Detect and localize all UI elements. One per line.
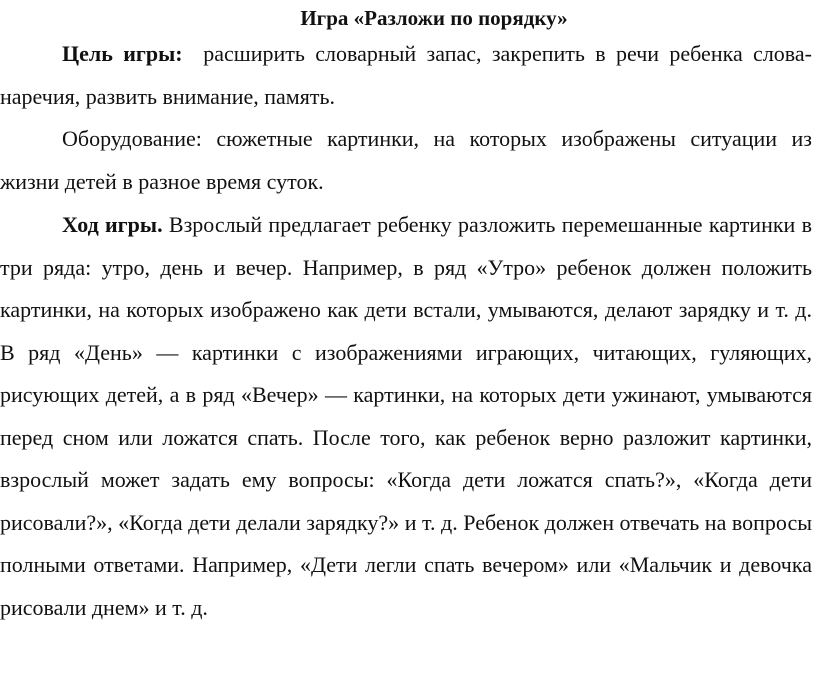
goal-label: Цель игры: <box>62 41 183 66</box>
procedure-label: Ход игры. <box>62 212 163 237</box>
goal-paragraph <box>0 33 812 118</box>
equipment-text: Оборудование: сюжетные картинки, на которых изображены ситуации из жизни детей в разное время суток. <box>0 126 812 194</box>
procedure-paragraph <box>0 204 812 629</box>
procedure-text: Взрослый предлагает ребенку разложить перемешанные картинки в три ряда: утро, день и вечер. Например, в ряд «Утро» ребенок должен положить картинки, на которых изображено как дети встали, умываются, делают зарядку и т. д. В ряд «День» — картинки с изображениями играющих, читающих, гуляющих, рисующих детей, а в ряд «Вечер» — картинки, на которых дети ужинают, умываются перед сном или ложатся спать. После того, как ребенок верно разложит картинки, взрослый может задать ему вопросы: «Когда дети ложатся спать?», «Когда дети рисовали?», «Когда дети делали зарядку?» и т. д. Ребенок должен отвечать на вопросы полными ответами. Например, «Дети легли спать вечером» или «Мальчик и девочка рисовали днем» и т. д. <box>0 212 813 620</box>
goal-text: расширить словарный запас, закрепить в речи ребенка слова-наречия, развить внимание, память. <box>0 41 812 109</box>
equipment-paragraph <box>0 118 812 203</box>
page-title: Игра «Разложи по порядку» <box>300 6 568 30</box>
